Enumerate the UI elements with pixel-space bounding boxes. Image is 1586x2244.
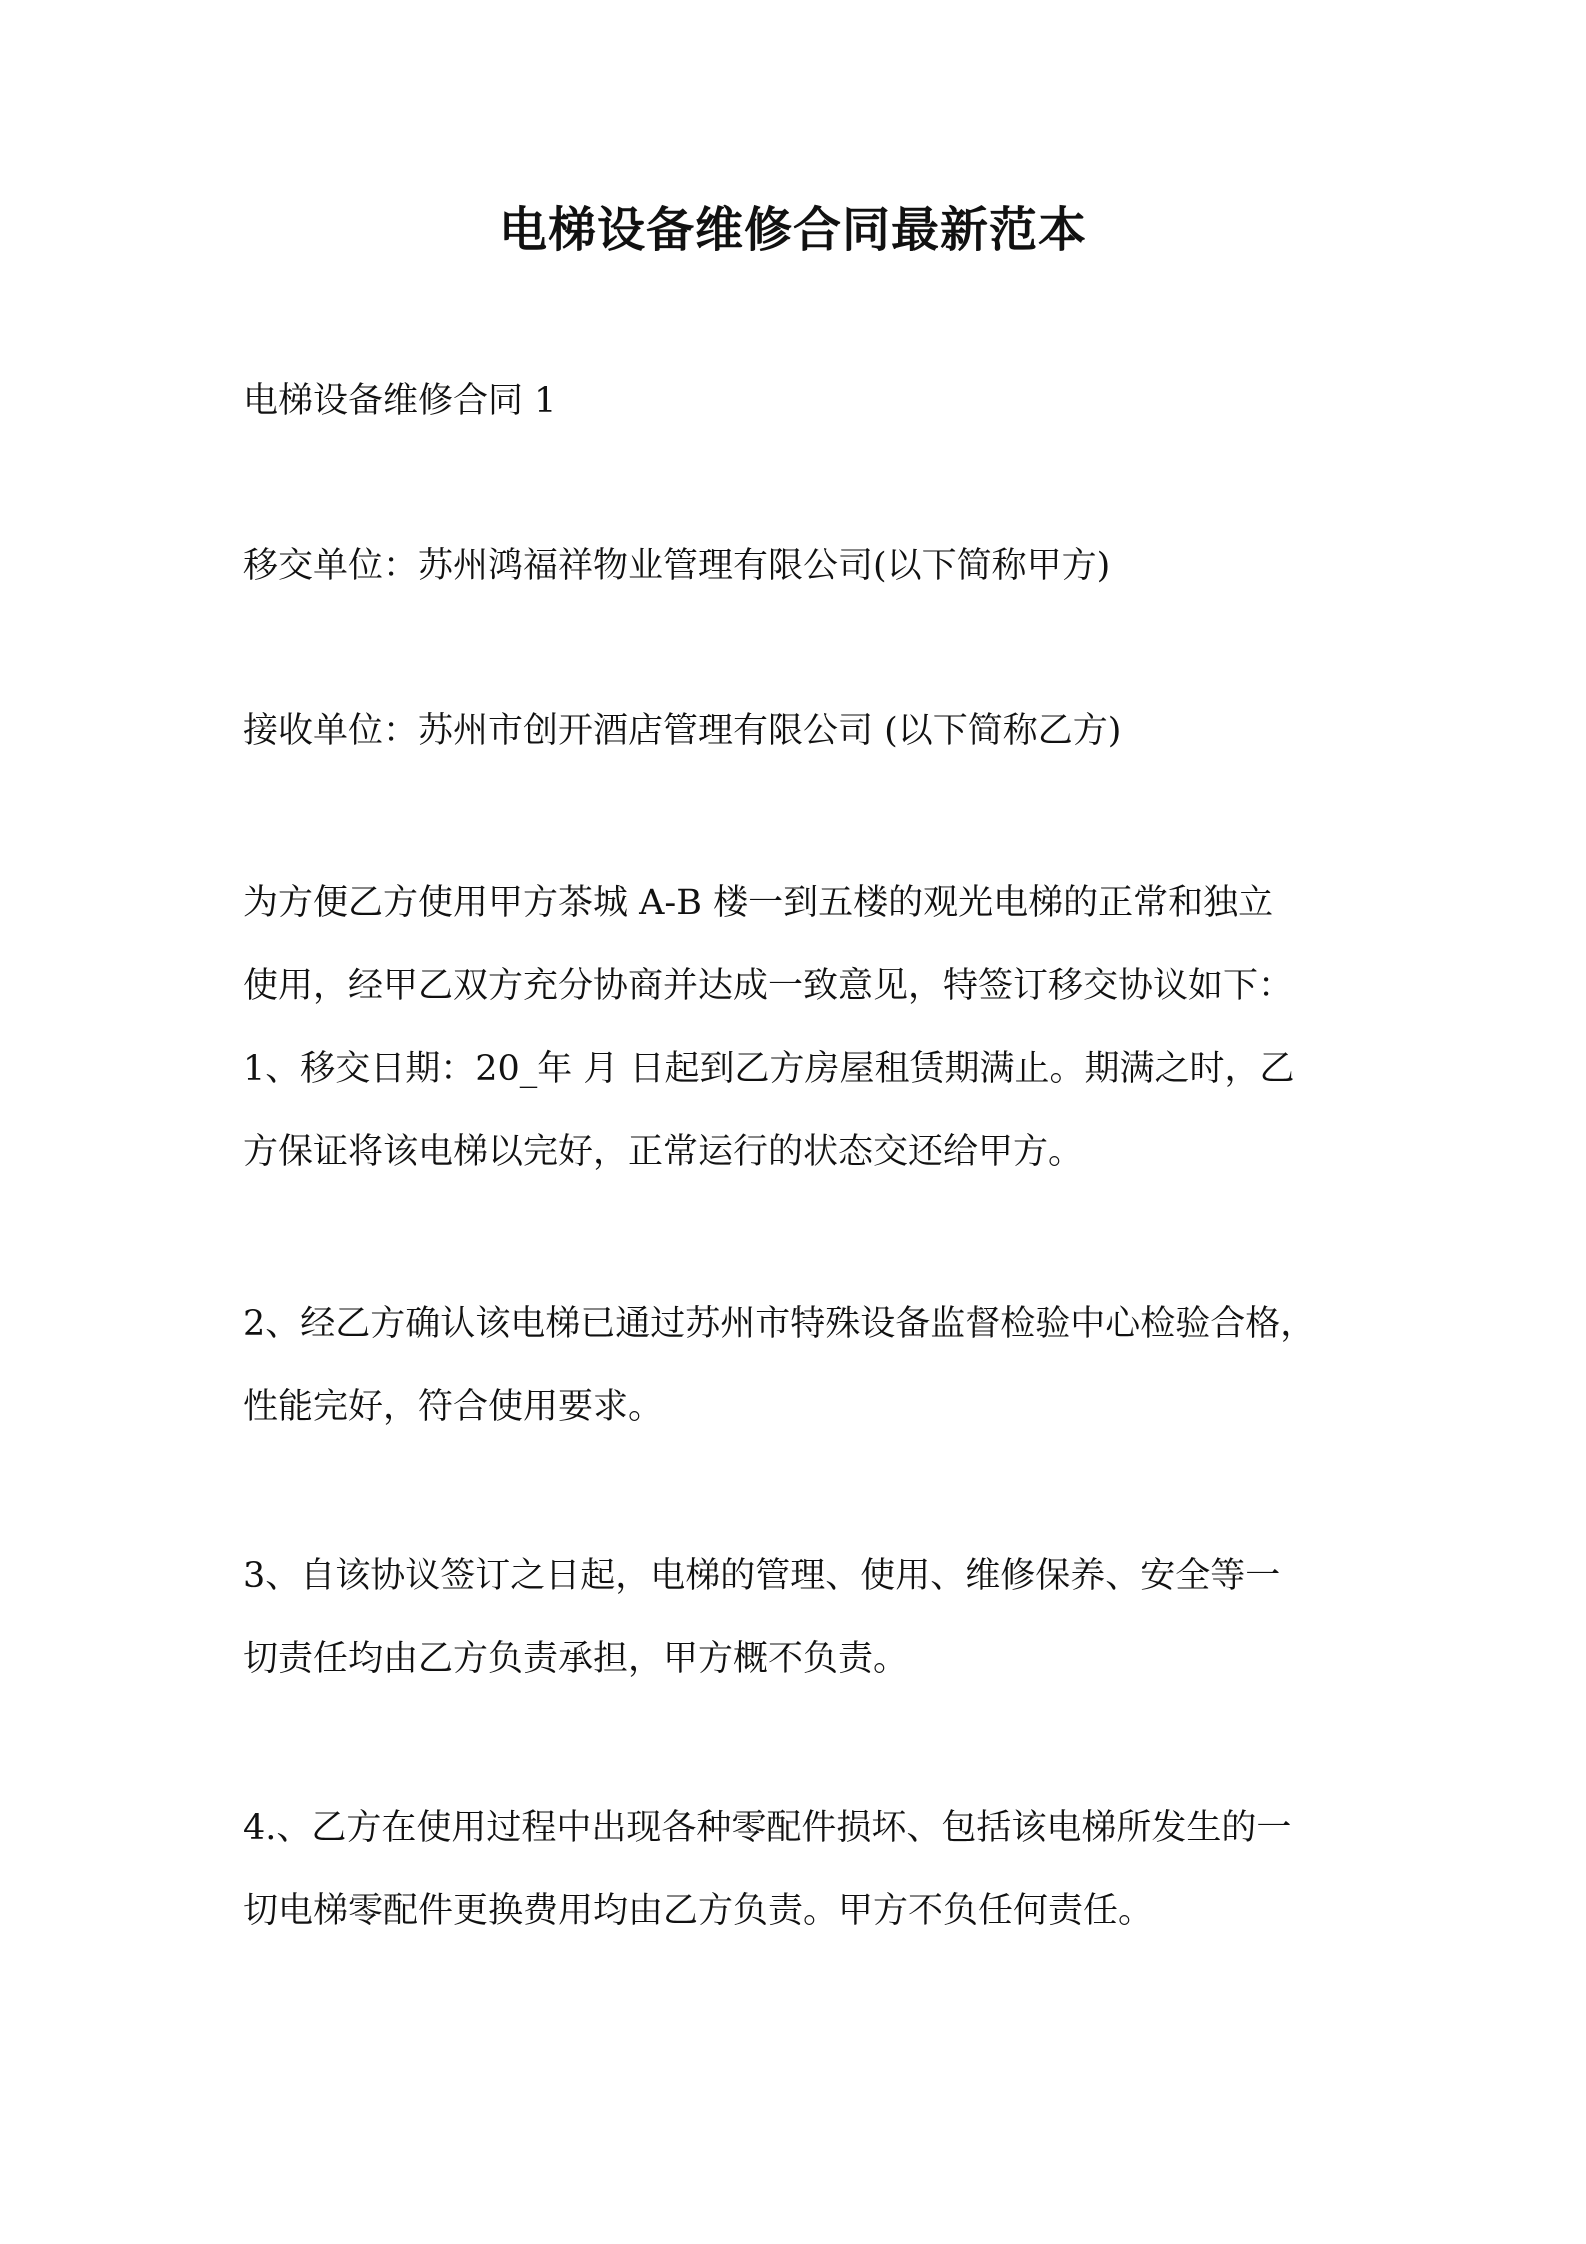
subtitle-text: 电梯设备维修合同 1	[243, 381, 557, 421]
clause-3	[243, 1535, 1353, 1701]
paragraph-line: 切电梯零配件更换费用均由乙方负责。甲方不负任何责任。	[243, 1891, 1154, 1931]
paragraph-line: 性能完好，符合使用要求。	[243, 1387, 664, 1427]
paragraph-line: 1、移交日期：20_年 月 日起到乙方房屋租赁期满止。期满之时，乙	[243, 1049, 1295, 1089]
transfer-party-text: 移交单位：苏州鸿福祥物业管理有限公司(以下简称甲方)	[243, 546, 1111, 586]
intro-paragraph	[243, 862, 1353, 1194]
transfer-party	[243, 525, 1353, 608]
contract-subtitle	[243, 360, 1353, 443]
clause-4	[243, 1787, 1353, 1953]
paragraph-line: 3、自该协议签订之日起，电梯的管理、使用、维修保养、安全等一	[243, 1556, 1281, 1596]
receiving-party-text: 接收单位：苏州市创开酒店管理有限公司 (以下简称乙方)	[243, 711, 1122, 751]
paragraph-line: 使用，经甲乙双方充分协商并达成一致意见，特签订移交协议如下：	[243, 966, 1294, 1006]
paragraph-line: 为方便乙方使用甲方茶城 A-B 楼一到五楼的观光电梯的正常和独立	[243, 883, 1274, 923]
paragraph-line: 4.、乙方在使用过程中出现各种零配件损坏、包括该电梯所发生的一	[243, 1808, 1292, 1848]
clause-2	[243, 1283, 1353, 1449]
paragraph-line: 2、经乙方确认该电梯已通过苏州市特殊设备监督检验中心检验合格，	[243, 1304, 1316, 1344]
paragraph-line: 方保证将该电梯以完好，正常运行的状态交还给甲方。	[243, 1132, 1084, 1172]
receiving-party	[243, 690, 1353, 773]
paragraph-line: 切责任均由乙方负责承担，甲方概不负责。	[243, 1639, 909, 1679]
document-title: 电梯设备维修合同最新范本	[498, 202, 1087, 258]
